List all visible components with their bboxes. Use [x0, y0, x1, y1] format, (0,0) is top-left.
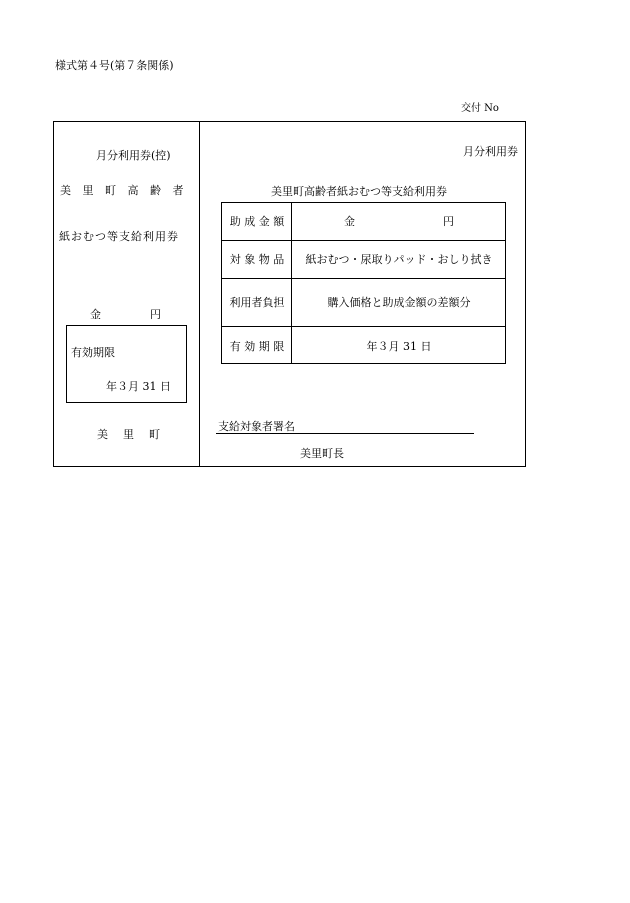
row-value-user-burden: 購入価格と助成金額の差額分	[327, 296, 471, 309]
row-label-user-burden: 利用者負担	[229, 296, 285, 309]
row-value-validity: 年３月 31 日	[366, 340, 432, 353]
row-label-eligible-items: 対 象 物 品	[229, 253, 285, 266]
issue-number-label: 交付 No	[461, 103, 499, 114]
stub-divider	[199, 121, 200, 467]
form-number: 様式第４号(第７条関係)	[55, 59, 174, 72]
row-value-subsidy-amount: 金 円	[344, 215, 454, 228]
stub-line1: 美 里 町 高 齢 者	[60, 184, 188, 197]
row-label-validity: 有 効 期 限	[229, 340, 285, 353]
stub-line2: 紙おむつ等支給利用券	[59, 230, 179, 243]
info-table-column-divider	[291, 203, 292, 363]
stub-amount: 金 円	[90, 308, 165, 321]
signature-line	[216, 433, 474, 434]
info-table-row-divider	[222, 278, 505, 279]
row-label-subsidy-amount: 助 成 金 額	[229, 215, 285, 228]
info-table	[221, 202, 506, 364]
stub-validity-label: 有効期限	[71, 346, 115, 359]
row-value-eligible-items: 紙おむつ・尿取りパッド・おしり拭き	[305, 253, 493, 266]
info-table-row-divider	[222, 326, 505, 327]
ticket-header: 月分利用券	[463, 145, 518, 158]
ticket-title: 美里町高齢者紙おむつ等支給利用券	[271, 185, 447, 198]
stub-title: 月分利用券(控)	[96, 149, 171, 162]
info-table-row-divider	[222, 240, 505, 241]
stub-issuer: 美 里 町	[97, 428, 162, 441]
stub-validity-date: 年３月 31 日	[106, 380, 171, 393]
ticket-issuer: 美里町長	[300, 447, 344, 460]
signature-label: 支給対象者署名	[218, 420, 295, 433]
